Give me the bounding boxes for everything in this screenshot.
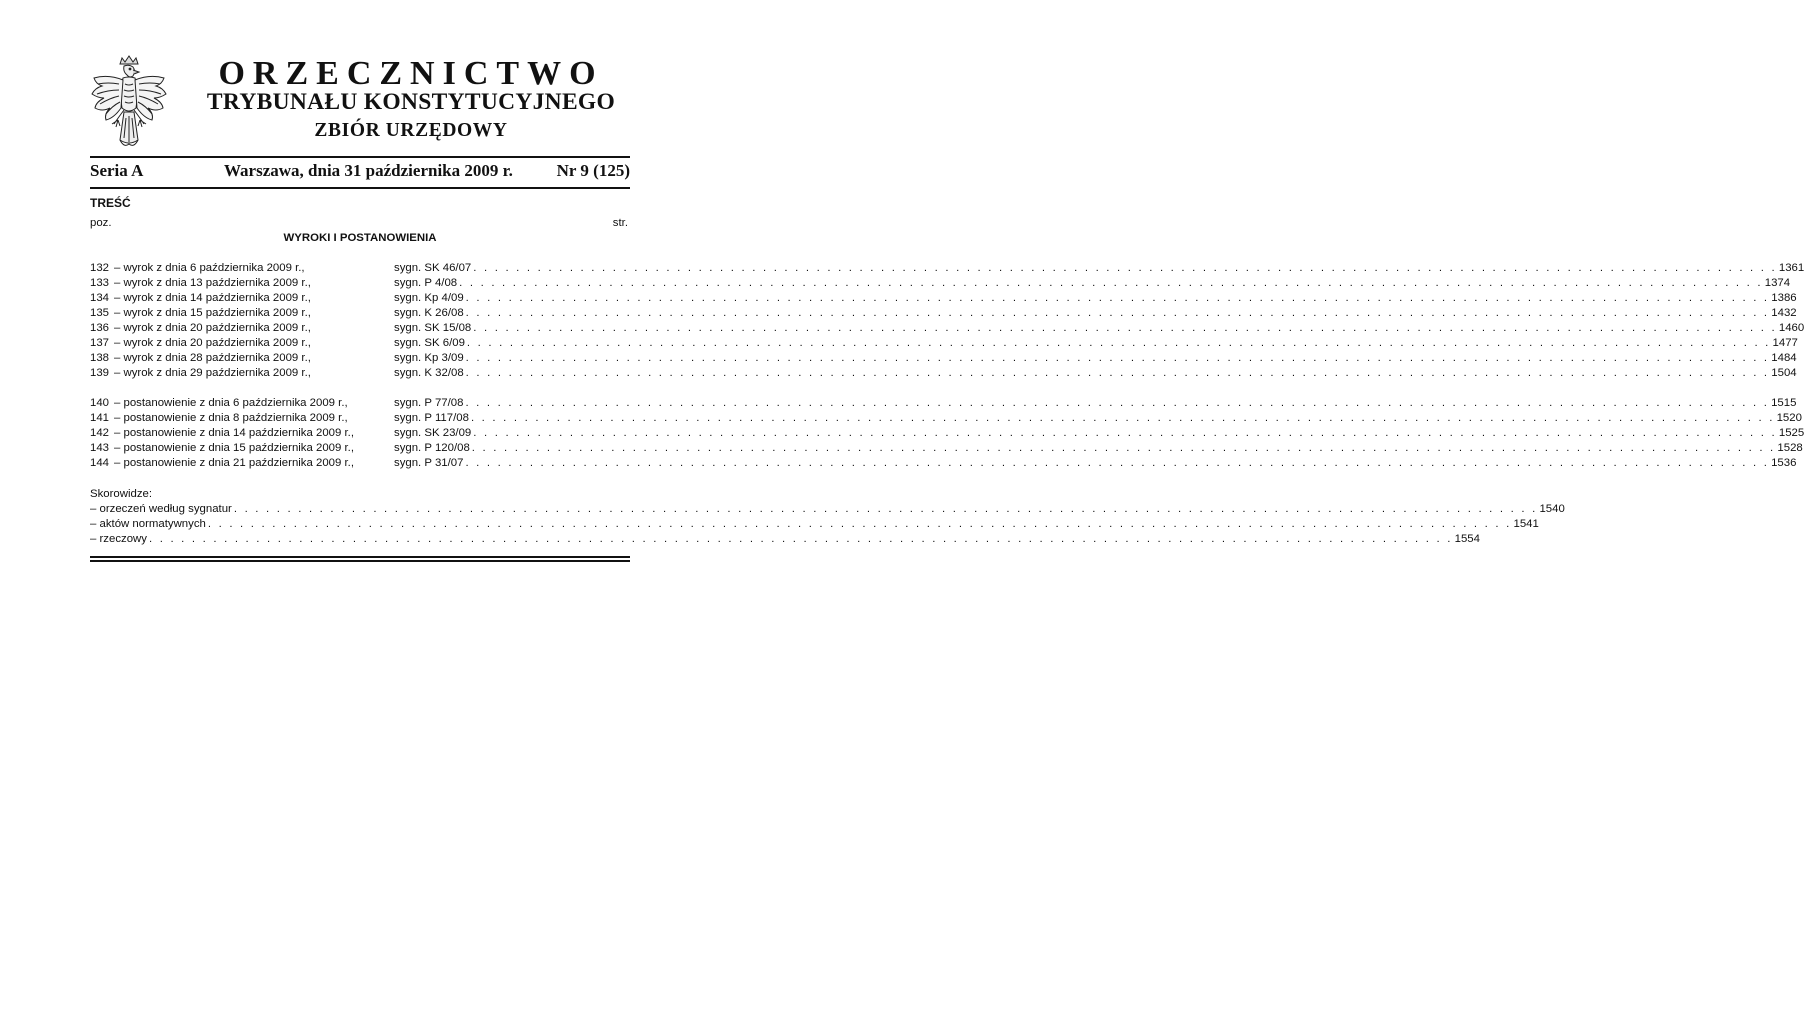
- item-signature: sygn. Kp 4/09: [394, 292, 464, 304]
- item-page: 1386: [1771, 292, 1797, 304]
- item-description: – wyrok z dnia 6 października 2009 r.,: [114, 262, 305, 274]
- item-description: – wyrok z dnia 14 października 2009 r.,: [114, 292, 311, 304]
- dot-leader: . . . . . . . . . . . . . . . . . . . . . . . . . . . . . . . . . . . . . . . . . . . . . . . . . . . . . . . . . . . . . . . . . . . . . . . . . . . . . . . . . . . . . . . . . . . . . . . . . . . . . . . . . . . . . . . . . . . . . . . . . .: [465, 307, 1770, 319]
- item-signature: sygn. P 31/07: [394, 457, 464, 469]
- list-item: [90, 336, 1798, 351]
- item-page: 1528: [1777, 442, 1803, 454]
- publication-subtitle: TRYBUNAŁU KONSTYTUCYJNEGO: [206, 89, 616, 115]
- list-item: [90, 351, 1797, 366]
- place-date: Warszawa, dnia 31 października 2009 r.: [224, 161, 513, 180]
- dot-leader: . . . . . . . . . . . . . . . . . . . . . . . . . . . . . . . . . . . . . . . . . . . . . . . . . . . . . . . . . . . . . . . . . . . . . . . . . . . . . . . . . . . . . . . . . . . . . . . . . . . . . . . . . . . . . . . . . . . . . . . . . .: [459, 277, 1763, 289]
- item-signature: sygn. SK 6/09: [394, 337, 465, 349]
- item-position: 142: [90, 427, 110, 439]
- list-item: [90, 261, 1804, 276]
- footer-rule-top: [90, 556, 630, 558]
- item-position: 133: [90, 277, 110, 289]
- masthead: [90, 161, 630, 185]
- item-signature: sygn. SK 23/09: [394, 427, 472, 439]
- index-page: 1554: [1454, 533, 1480, 545]
- dot-leader: . . . . . . . . . . . . . . . . . . . . . . . . . . . . . . . . . . . . . . . . . . . . . . . . . . . . . . . . . . . . . . . . . . . . . . . . . . . . . . . . . . . . . . . . . . . . . . . . . . . . . . . . . . . . . . . . . . . . . . . . . .: [207, 518, 1512, 530]
- list-item: [90, 456, 1797, 471]
- item-position: 137: [90, 337, 110, 349]
- item-position: 140: [90, 397, 110, 409]
- item-page: 1374: [1764, 277, 1791, 289]
- dot-leader: . . . . . . . . . . . . . . . . . . . . . . . . . . . . . . . . . . . . . . . . . . . . . . . . . . . . . . . . . . . . . . . . . . . . . . . . . . . . . . . . . . . . . . . . . . . . . . . . . . . . . . . . . . . . . . . . . . . . . . . . . .: [465, 367, 1770, 379]
- item-signature: sygn. P 77/08: [394, 397, 464, 409]
- item-position: 132: [90, 262, 110, 274]
- contents-heading: TREŚĆ: [90, 196, 131, 210]
- indexes-title: Skorowidze:: [90, 488, 153, 500]
- item-description: – wyrok z dnia 15 października 2009 r.,: [114, 307, 311, 319]
- item-position: 136: [90, 322, 110, 334]
- column-pos-label: poz.: [90, 217, 112, 229]
- list-item: [90, 366, 1797, 381]
- list-item: [90, 517, 1539, 532]
- item-signature: sygn. K 26/08: [394, 307, 464, 319]
- item-page: 1484: [1771, 352, 1797, 364]
- dot-leader: . . . . . . . . . . . . . . . . . . . . . . . . . . . . . . . . . . . . . . . . . . . . . . . . . . . . . . . . . . . . . . . . . . . . . . . . . . . . . . . . . . . . . . . . . . . . . . . . . . . . . . . . . . . . . . . . . . . . . . . . . .: [465, 352, 1770, 364]
- item-description: – postanowienie z dnia 8 października 2009 r.,: [114, 412, 348, 424]
- item-signature: sygn. SK 15/08: [394, 322, 472, 334]
- list-item: [90, 426, 1804, 441]
- footer-rule-bottom: [90, 560, 630, 562]
- item-page: 1432: [1771, 307, 1797, 319]
- item-page: 1477: [1772, 337, 1798, 349]
- dot-leader: . . . . . . . . . . . . . . . . . . . . . . . . . . . . . . . . . . . . . . . . . . . . . . . . . . . . . . . . . . . . . . . . . . . . . . . . . . . . . . . . . . . . . . . . . . . . . . . . . . . . . . . . . . . . . . . . . . . . . . . . . .: [465, 397, 1770, 409]
- item-page: 1536: [1771, 457, 1797, 469]
- item-position: 143: [90, 442, 110, 454]
- polish-eagle-emblem-icon: [86, 54, 172, 150]
- item-description: – wyrok z dnia 20 października 2009 r.,: [114, 337, 311, 349]
- list-item: [90, 291, 1797, 306]
- dot-leader: . . . . . . . . . . . . . . . . . . . . . . . . . . . . . . . . . . . . . . . . . . . . . . . . . . . . . . . . . . . . . . . . . . . . . . . . . . . . . . . . . . . . . . . . . . . . . . . . . . . . . . . . . . . . . . . . . . . . . . . . . .: [233, 503, 1538, 515]
- item-position: 141: [90, 412, 110, 424]
- dot-leader: . . . . . . . . . . . . . . . . . . . . . . . . . . . . . . . . . . . . . . . . . . . . . . . . . . . . . . . . . . . . . . . . . . . . . . . . . . . . . . . . . . . . . . . . . . . . . . . . . . . . . . . . . . . . . . . . . . . . . . . . . .: [473, 322, 1777, 334]
- item-position: 139: [90, 367, 110, 379]
- section-heading: WYROKI I POSTANOWIENIA: [283, 232, 437, 244]
- list-item: [90, 321, 1804, 336]
- item-page: 1520: [1776, 412, 1802, 424]
- item-description: – wyrok z dnia 28 października 2009 r.,: [114, 352, 311, 364]
- list-item: [90, 306, 1797, 321]
- item-page: 1504: [1771, 367, 1797, 379]
- item-description: – wyrok z dnia 13 października 2009 r.,: [114, 277, 311, 289]
- header-rule-top: [90, 156, 630, 158]
- dot-leader: . . . . . . . . . . . . . . . . . . . . . . . . . . . . . . . . . . . . . . . . . . . . . . . . . . . . . . . . . . . . . . . . . . . . . . . . . . . . . . . . . . . . . . . . . . . . . . . . . . . . . . . . . . . . . . . . . . . . . . . . . .: [148, 533, 1453, 545]
- index-label: – orzeczeń według sygnatur: [90, 503, 232, 515]
- item-description: – wyrok z dnia 20 października 2009 r.,: [114, 322, 311, 334]
- item-description: – postanowienie z dnia 6 października 2009 r.,: [114, 397, 348, 409]
- list-item: [90, 396, 1797, 411]
- dot-leader: . . . . . . . . . . . . . . . . . . . . . . . . . . . . . . . . . . . . . . . . . . . . . . . . . . . . . . . . . . . . . . . . . . . . . . . . . . . . . . . . . . . . . . . . . . . . . . . . . . . . . . . . . . . . . . . . . . . . . . . . . .: [471, 442, 1776, 454]
- publication-title: ORZECZNICTWO: [218, 55, 604, 92]
- index-label: – aktów normatywnych: [90, 518, 206, 530]
- item-position: 134: [90, 292, 110, 304]
- dot-leader: . . . . . . . . . . . . . . . . . . . . . . . . . . . . . . . . . . . . . . . . . . . . . . . . . . . . . . . . . . . . . . . . . . . . . . . . . . . . . . . . . . . . . . . . . . . . . . . . . . . . . . . . . . . . . . . . . . . . . . . . . .: [473, 262, 1777, 274]
- series-label: Seria A: [90, 161, 144, 180]
- item-description: – postanowienie z dnia 21 października 2009 r.,: [114, 457, 354, 469]
- item-description: – wyrok z dnia 29 października 2009 r.,: [114, 367, 311, 379]
- item-signature: sygn. P 117/08: [394, 412, 469, 424]
- list-item: [90, 441, 1803, 456]
- index-page: 1541: [1513, 518, 1539, 530]
- rulings-list: [90, 261, 1804, 381]
- dot-leader: . . . . . . . . . . . . . . . . . . . . . . . . . . . . . . . . . . . . . . . . . . . . . . . . . . . . . . . . . . . . . . . . . . . . . . . . . . . . . . . . . . . . . . . . . . . . . . . . . . . . . . . . . . . . . . . . . . . . . . . . . .: [465, 292, 1770, 304]
- item-position: 135: [90, 307, 110, 319]
- list-item: [90, 532, 1480, 547]
- dot-leader: . . . . . . . . . . . . . . . . . . . . . . . . . . . . . . . . . . . . . . . . . . . . . . . . . . . . . . . . . . . . . . . . . . . . . . . . . . . . . . . . . . . . . . . . . . . . . . . . . . . . . . . . . . . . . . . . . . . . . . . . . .: [466, 337, 1771, 349]
- dot-leader: . . . . . . . . . . . . . . . . . . . . . . . . . . . . . . . . . . . . . . . . . . . . . . . . . . . . . . . . . . . . . . . . . . . . . . . . . . . . . . . . . . . . . . . . . . . . . . . . . . . . . . . . . . . . . . . . . . . . . . . . . .: [473, 427, 1777, 439]
- indexes-block: [90, 487, 1565, 547]
- issue-number: Nr 9 (125): [556, 161, 630, 180]
- item-position: 138: [90, 352, 110, 364]
- dot-leader: . . . . . . . . . . . . . . . . . . . . . . . . . . . . . . . . . . . . . . . . . . . . . . . . . . . . . . . . . . . . . . . . . . . . . . . . . . . . . . . . . . . . . . . . . . . . . . . . . . . . . . . . . . . . . . . . . . . . . . . . . .: [470, 412, 1775, 424]
- list-item: [90, 502, 1565, 517]
- list-item: [90, 411, 1802, 426]
- item-signature: sygn. P 4/08: [394, 277, 458, 289]
- item-page: 1525: [1778, 427, 1804, 439]
- item-page: 1460: [1778, 322, 1804, 334]
- header-rule-bottom: [90, 187, 630, 189]
- item-signature: sygn. K 32/08: [394, 367, 464, 379]
- item-signature: sygn. P 120/08: [394, 442, 470, 454]
- item-page: 1361: [1778, 262, 1804, 274]
- item-signature: sygn. SK 46/07: [394, 262, 472, 274]
- item-position: 144: [90, 457, 110, 469]
- publication-collection: ZBIÓR URZĘDOWY: [314, 120, 508, 141]
- item-description: – postanowienie z dnia 15 października 2009 r.,: [114, 442, 354, 454]
- decisions-list: [90, 396, 1804, 471]
- item-description: – postanowienie z dnia 14 października 2009 r.,: [114, 427, 354, 439]
- list-item: [90, 276, 1791, 291]
- item-signature: sygn. Kp 3/09: [394, 352, 464, 364]
- item-page: 1515: [1771, 397, 1797, 409]
- dot-leader: . . . . . . . . . . . . . . . . . . . . . . . . . . . . . . . . . . . . . . . . . . . . . . . . . . . . . . . . . . . . . . . . . . . . . . . . . . . . . . . . . . . . . . . . . . . . . . . . . . . . . . . . . . . . . . . . . . . . . . . . . .: [465, 457, 1770, 469]
- index-label: – rzeczowy: [90, 533, 147, 545]
- index-page: 1540: [1539, 503, 1565, 515]
- column-page-label: str.: [612, 217, 628, 229]
